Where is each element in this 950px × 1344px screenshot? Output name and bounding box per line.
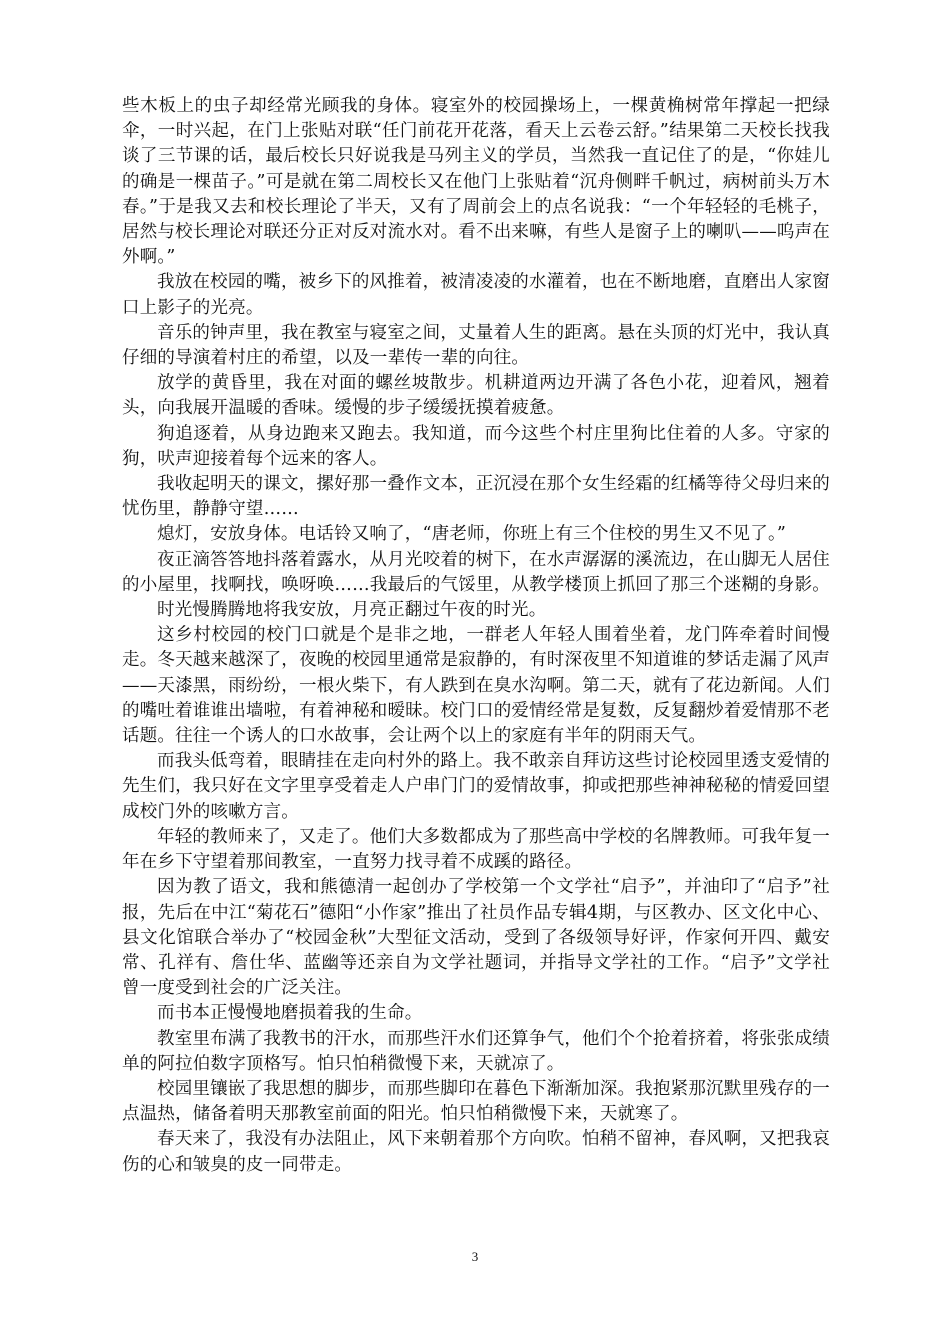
paragraph: 而书本正慢慢地磨损着我的生命。 (157, 1003, 423, 1024)
paragraph: 夜正滴答答地抖落着露水，从月光咬着的树下，在水声潺潺的溪流边，在山脚无人居住的小屋里，找啊找，唤呀唤……我最后的气馁里，从教学楼顶上抓回了那三个迷糊的身影。 (122, 549, 830, 595)
paragraph: 音乐的钟声里，我在教室与寝室之间，丈量着人生的距离。悬在头顶的灯光中，我认真仔细的导演着村庄的希望，以及一辈传一辈的向往。 (122, 322, 830, 369)
paragraph: 我放在校园的嘴，被乡下的风推着，被清凌凌的水灌着，也在不断地磨，直磨出人家窗口上影子的光亮。 (122, 272, 830, 318)
paragraph: 放学的黄昏里，我在对面的螺丝坡散步。机耕道两边开满了各色小花，迎着风，翘着头，向我展开温暖的香味。缓慢的步子缓缓抚摸着疲惫。 (122, 373, 830, 419)
paragraph: 因为教了语文，我和熊德清一起创办了学校第一个文学社“启予”，并油印了“启予”社报，先后在中江“菊花石”德阳“小作家”推出了社员作品专辑4期，与区教办、区文化中心、县文化馆联合举办了“校园金秋”大型征文活动，受到了各级领导好评，作家何开四、戴安常、孔祥有、詹仕华、蓝幽等还亲自为文学社题词，并指导文学社的工作。“启予”文学社曾一度受到社会的广泛关注。 (122, 877, 830, 999)
page-number: 3 (471, 1249, 479, 1264)
paragraph: 年轻的教师来了，又走了。他们大多数都成为了那些高中学校的名牌教师。可我年复一年在乡下守望着那间教室，一直努力找寻着不成蹊的路径。 (122, 826, 830, 873)
paragraph: 些木板上的虫子却经常光顾我的身体。寝室外的校园操场上，一棵黄桷树常年撑起一把绿伞，一时兴起，在门上张贴对联“任门前花开花落，看天上云卷云舒。”结果第二天校长找我谈了三节课的话，最后校长只好说我是马列主义的学员，当然我一直记住了的是，“你娃儿的确是一棵苗子。”可是就在第二周校长又在他门上张贴着“沉舟侧畔千帆过，病树前头万木春。”于是我又去和校长理论了半天，又有了周前会上的点名说我：“一个年轻轻的毛桃子，居然与校长理论对联还分正对反对流水对。看不出来嘛，有些人是窗子上的喇叭——呜声在外啊。” (122, 96, 830, 268)
paragraph: 我收起明天的课文，摞好那一叠作文本，正沉浸在那个女生经霜的红橘等待父母归来的忧伤里，静静守望…… (122, 474, 830, 520)
paragraph: 校园里镶嵌了我思想的脚步，而那些脚印在暮色下渐渐加深。我抱紧那沉默里残存的一点温热，储备着明天那教室前面的阳光。怕只怕稍微慢下来，天就寒了。 (122, 1078, 830, 1125)
paragraph: 时光慢腾腾地将我安放，月亮正翻过午夜的时光。 (157, 600, 547, 621)
paragraph: 狗追逐着，从身边跑来又跑去。我知道，而今这些个村庄里狗比住着的人多。守家的狗，吠声迎接着每个远来的客人。 (122, 423, 830, 469)
paragraph: 而我头低弯着，眼睛挂在走向村外的路上。我不敢亲自拜访这些讨论校园里透支爱情的先生们，我只好在文字里享受着走人户串门门的爱情故事，抑或把那些神神秘秘的情爱回望成校门外的咳嗽方言。 (122, 751, 830, 822)
paragraph: 春天来了，我没有办法阻止，风下来朝着那个方向吹。怕稍不留神，春风啊，又把我哀伤的心和皱臭的皮一同带走。 (122, 1129, 830, 1175)
body-text (122, 94, 830, 1178)
paragraph: 这乡村校园的校门口就是个是非之地，一群老人年轻人围着坐着，龙门阵牵着时间慢走。冬天越来越深了，夜晚的校园里通常是寂静的，有时深夜里不知道谁的梦话走漏了风声——天漆黑，雨纷纷，一根火柴下，有人跌到在臭水沟啊。第二天，就有了花边新闻。人们的嘴吐着谁谁出墙啦，有着神秘和暧昧。校门口的爱情经常是复数，反复翻炒着爱情那不老话题。往往一个诱人的口水故事，会让两个以上的家庭有半年的阴雨天气。 (122, 625, 830, 747)
paragraph: 教室里布满了我教书的汗水，而那些汗水们还算争气，他们个个抢着挤着，将张张成绩单的阿拉伯数字顶格写。怕只怕稍微慢下来，天就凉了。 (122, 1028, 830, 1074)
paragraph: 熄灯，安放身体。电话铃又响了，“唐老师，你班上有三个住校的男生又不见了。” (157, 524, 787, 545)
